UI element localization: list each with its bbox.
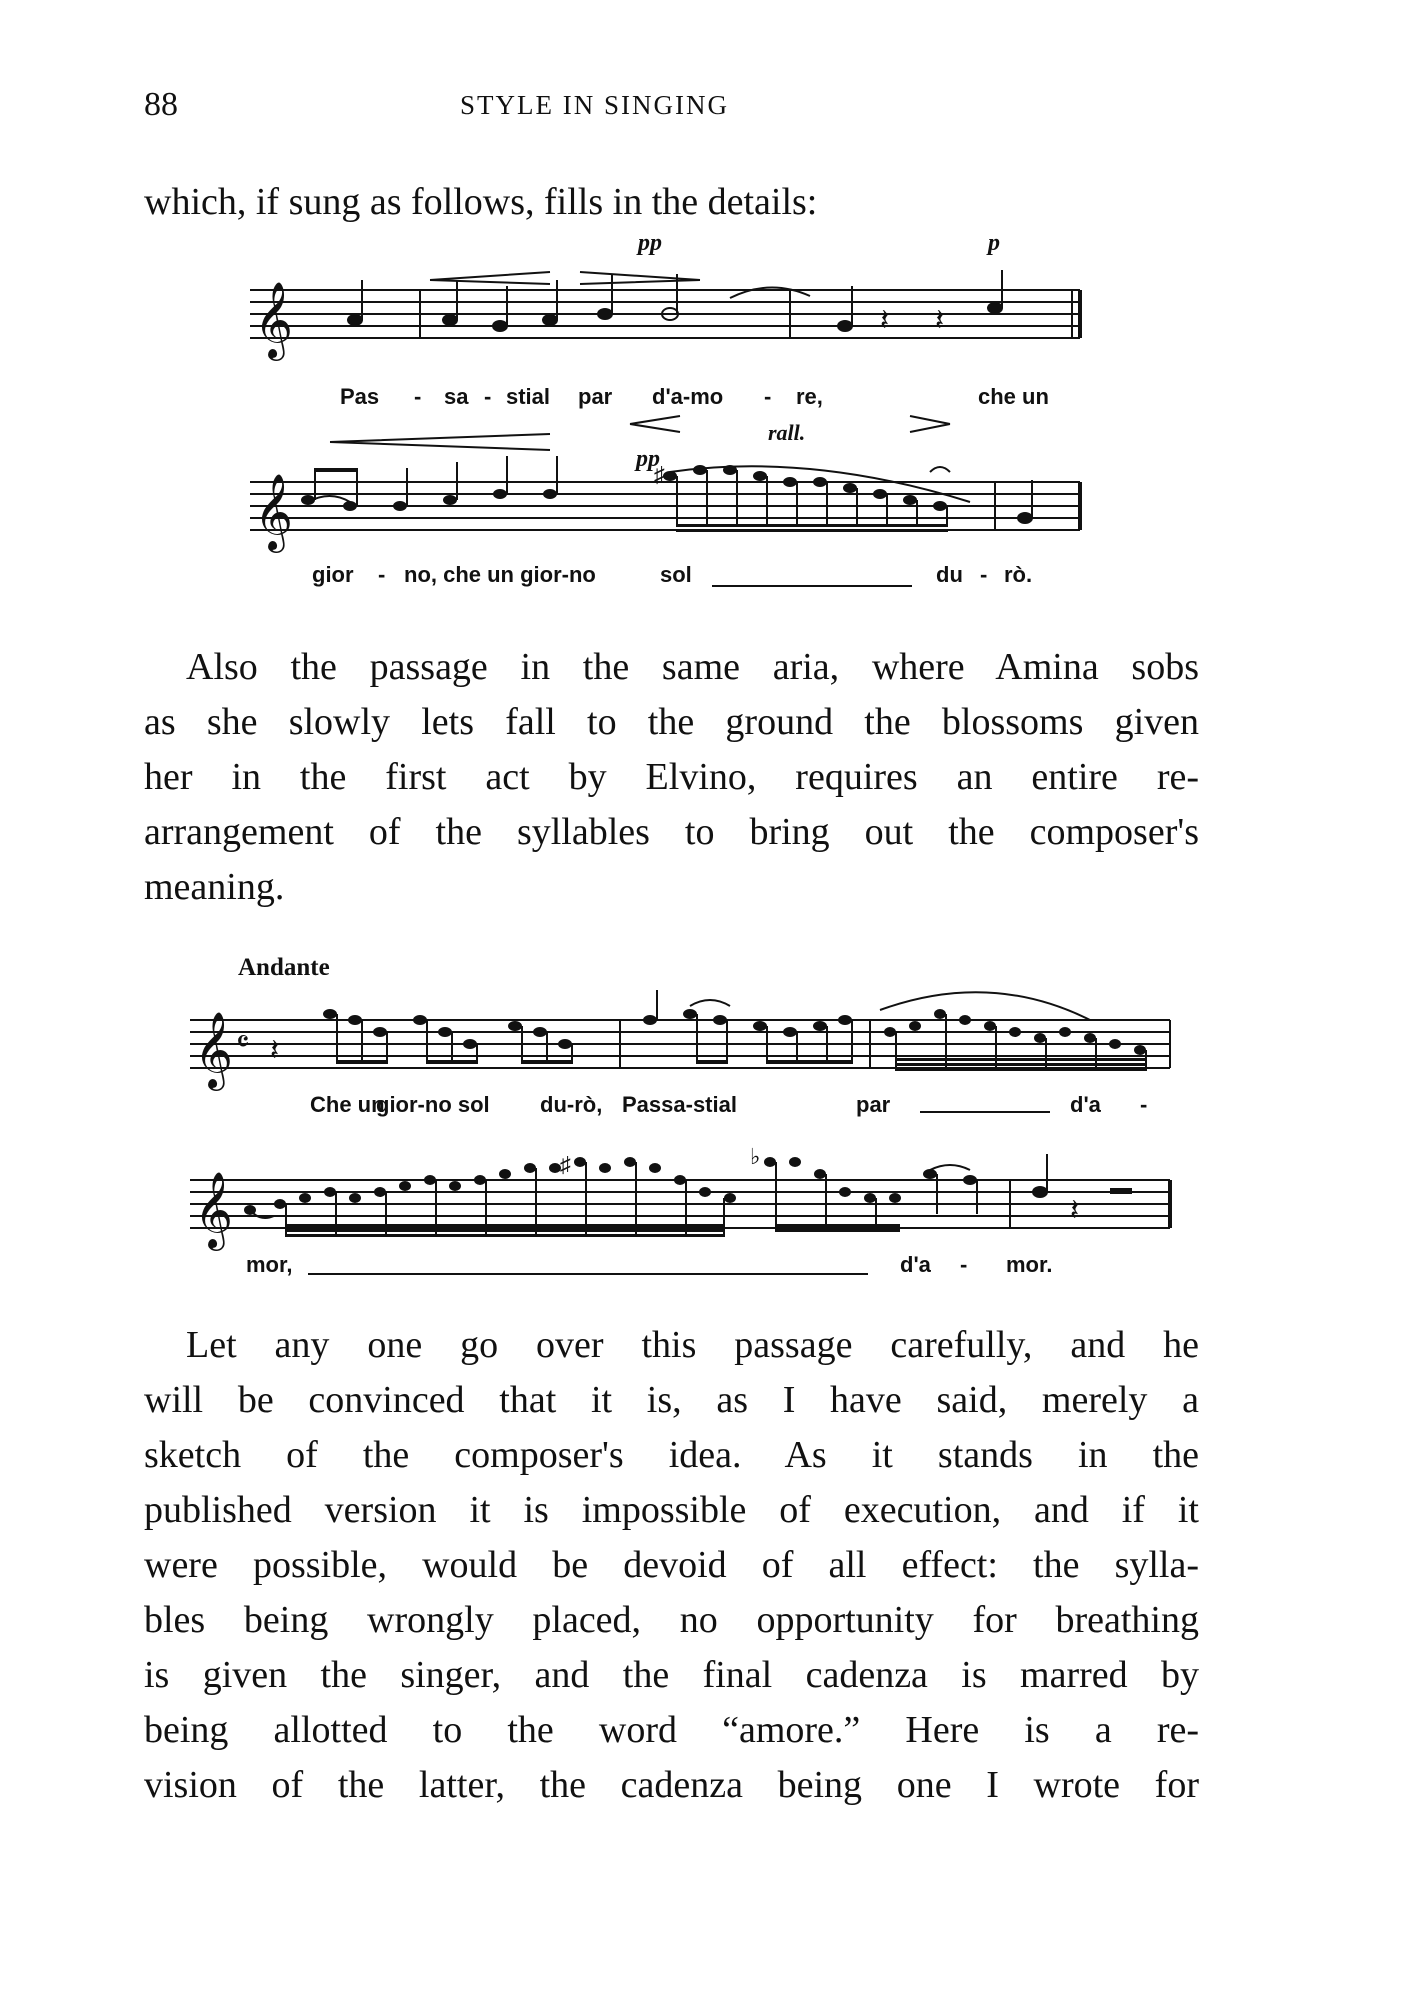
music1-melisma-line: [712, 584, 922, 588]
lyric: gior: [312, 562, 354, 587]
lyric: par: [578, 384, 613, 409]
lyric: Pas: [340, 384, 380, 409]
music1-staff-1: [250, 270, 1080, 390]
music1-treble-clef-2: 𝄞: [254, 476, 294, 549]
music1-dyn-pp: pp: [638, 230, 662, 256]
lyric: che un: [978, 384, 1049, 409]
music-example-1: [0, 0, 1405, 600]
page-number: 88: [144, 86, 178, 123]
music1-treble-clef-1: 𝄞: [254, 284, 294, 357]
music2-melisma-line-2: [308, 1272, 878, 1276]
paragraph-2-line: is given the singer, and the final cadenza is marred by: [144, 1654, 1199, 1696]
paragraph-2-line: published version it is impossible of execution, and if it: [144, 1489, 1199, 1531]
svg-text:𝄽: 𝄽: [270, 1034, 280, 1067]
paragraph-2-line: vision of the latter, the cadenza being one I wrote for: [144, 1764, 1199, 1806]
lyric: du-rò,: [540, 1092, 603, 1117]
lyric: d'a: [1070, 1092, 1101, 1117]
svg-text:𝄽: 𝄽: [935, 304, 945, 337]
lyric: -: [378, 562, 386, 587]
running-head: STYLE IN SINGING: [460, 90, 729, 120]
music1-staff-2: [250, 462, 1080, 572]
paragraph-1-line: as she slowly lets fall to the ground the blossoms given: [144, 701, 1199, 743]
lyric: -: [960, 1252, 968, 1277]
paragraph-2-line: bles being wrongly placed, no opportunity for breathing: [144, 1599, 1199, 1641]
svg-text:𝄽: 𝄽: [1070, 1194, 1080, 1227]
paragraph-2: [144, 1318, 1199, 1813]
lyric: d'a: [900, 1252, 931, 1277]
lyric: rò.: [1004, 562, 1033, 587]
paragraph-2-line: being allotted to the word “amore.” Here is a re-: [144, 1709, 1199, 1751]
lyric: sol: [660, 562, 692, 587]
lyric: -: [764, 384, 772, 409]
lyric: -: [414, 384, 422, 409]
paragraph-1-line: arrangement of the syllables to bring out the composer's: [144, 811, 1199, 853]
lyric: re,: [796, 384, 823, 409]
lyric: Che un: [310, 1092, 385, 1117]
lyric: -: [1140, 1092, 1148, 1117]
svg-text:♯: ♯: [560, 1152, 571, 1177]
lyric: -: [484, 384, 492, 409]
music1-dyn-p: p: [988, 230, 1000, 256]
lyric: stial: [506, 384, 551, 409]
paragraph-2-line: sketch of the composer's idea. As it stands in the: [144, 1434, 1199, 1476]
intro-sentence: which, if sung as follows, fills in the details:: [144, 181, 818, 223]
lyric: d'a-mo: [652, 384, 724, 409]
music2-tempo: Andante: [238, 954, 330, 981]
music1-rall: rall.: [768, 420, 806, 445]
lyric: sa: [444, 384, 469, 409]
lyric: du: [936, 562, 963, 587]
paragraph-2-line: were possible, would be devoid of all effect: the sylla-: [144, 1544, 1199, 1586]
paragraph-2-line: Let any one go over this passage carefully, and he: [186, 1324, 1199, 1366]
paragraph-2-line: will be convinced that it is, as I have said, merely a: [144, 1379, 1199, 1421]
svg-text:♭: ♭: [750, 1144, 761, 1169]
music2-treble-clef-2: 𝄞: [194, 1174, 234, 1247]
paragraph-1: [144, 640, 1199, 915]
music2-treble-clef-1: 𝄞: [194, 1014, 234, 1087]
paragraph-1-line: her in the first act by Elvino, requires an entire re-: [144, 756, 1199, 798]
lyric: -: [980, 562, 988, 587]
lyric: mor.: [1006, 1252, 1053, 1277]
lyric: par: [856, 1092, 891, 1117]
lyric: mor,: [246, 1252, 293, 1277]
music2-melisma-line-1: [920, 1110, 1060, 1114]
lyric: Passa-stial: [622, 1092, 737, 1117]
lyric: no, che un gior-no: [404, 562, 596, 587]
paragraph-1-line: meaning.: [144, 866, 285, 908]
lyric: gior-no sol: [376, 1092, 490, 1117]
music1-dyn-pp-2: pp: [636, 446, 660, 472]
svg-text:𝄴: 𝄴: [236, 1026, 250, 1059]
paragraph-1-line: Also the passage in the same aria, where Amina sobs: [186, 646, 1199, 688]
svg-text:𝄽: 𝄽: [880, 304, 890, 337]
svg-text:♯: ♯: [654, 462, 665, 487]
